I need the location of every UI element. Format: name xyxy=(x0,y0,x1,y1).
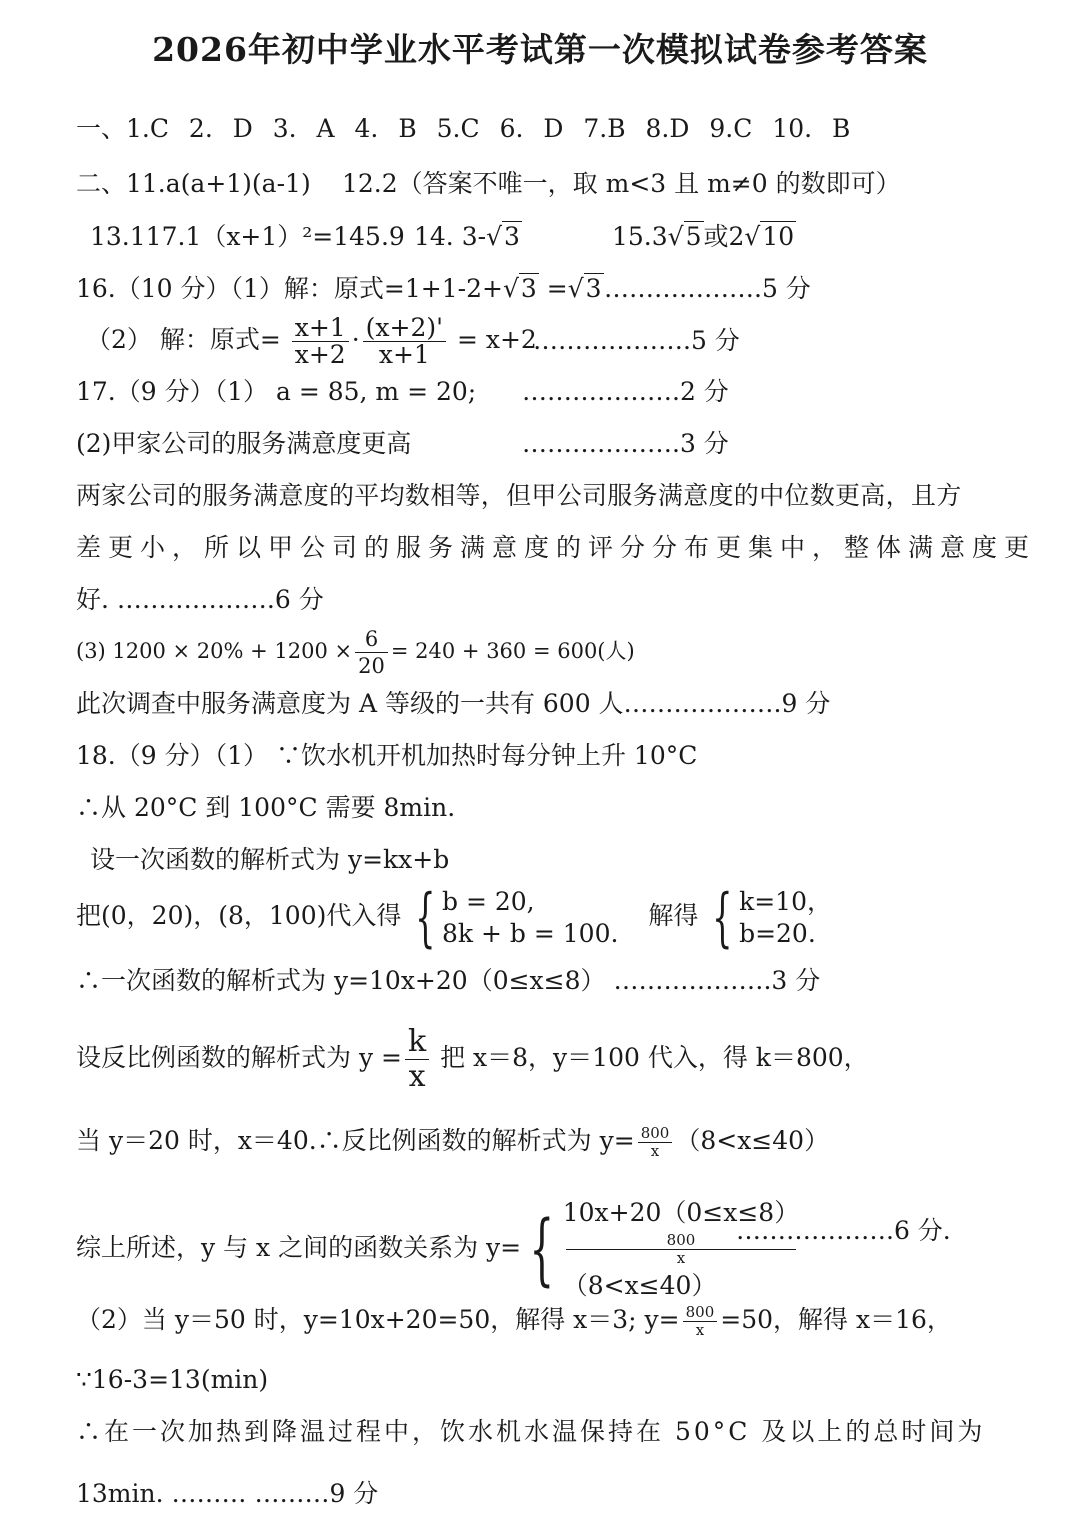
q13-answer: 13.117.1（x+1）²=145.9 xyxy=(90,222,405,251)
q16-score1: ……………….5 分 xyxy=(604,274,811,303)
q17-score2: ……………….3 分 xyxy=(522,429,729,458)
q18-score2: ……………….6 分. xyxy=(736,1216,951,1245)
page-title: 2026年初中学业水平考试第一次模拟试卷参考答案 xyxy=(152,30,928,69)
q16-part1: 16.（10 分）（1）解：原式=1+1-2+√3 =√3 xyxy=(76,274,602,303)
q18-step-time: ∵16-3=13(min) xyxy=(76,1365,269,1394)
q17-explanation-3: 好. ……………….6 分 xyxy=(76,585,324,614)
q18-part2: （2）当 y＝50 时，y=10x+20=50，解得 x＝3; y= $\frac{800}{x}$ =50，解得 x＝16， xyxy=(76,1303,952,1339)
q18-summary: 综上所述，y 与 x 之间的函数关系为 y= { 10x+20（0≤x≤8） 800 x （8<x≤40） xyxy=(76,1198,800,1300)
q18-linear-result: ∴一次函数的解析式为 y=10x+20（0≤x≤8） ……………….3 分 xyxy=(76,966,821,995)
q17-conclusion: 此次调查中服务满意度为 A 等级的一共有 600 人……………….9 分 xyxy=(76,689,831,718)
fraction-800-x-2: 800 x xyxy=(566,1232,796,1267)
q17-part2: (2)甲家公司的服务满意度更高 xyxy=(76,429,412,458)
q17-part1: 17.（9 分）（1） a = 85, m = 20; xyxy=(76,377,477,406)
fraction-1: $\frac{x+1}{x+2}$ xyxy=(292,315,349,368)
q16-score2: ……………….5 分 xyxy=(533,326,740,355)
q18-system: 把(0，20)，(8，100)代入得 { b = 20, 8k + b = 100. 解得 { k=10， b=20. xyxy=(76,880,832,955)
fraction-6-20: $\frac{6}{20}$ xyxy=(355,626,388,679)
q18-inverse-result: 当 y＝20 时，x＝40.∴反比例函数的解析式为 y= $\frac{800}{x}$ （8<x≤40） xyxy=(76,1124,830,1160)
q17-explanation-2: 差更小，所以甲公司的服务满意度的评分分布更集中，整体满意度更 xyxy=(76,533,1037,562)
q17-score1: ……………….2 分 xyxy=(522,377,729,406)
fraction-800-x-3: $\frac{800}{x}$ xyxy=(683,1304,718,1339)
q18-inverse-setup: 设反比例函数的解析式为 y = $\frac{k}{x}$ 把 x＝8，y＝100 代入，得 k＝800， xyxy=(76,1024,869,1094)
q12-answer: 12.2（答案不唯一，取 m<3 且 m≠0 的数即可） xyxy=(342,169,901,198)
q18-conclusion-1: ∴在一次加热到降温过程中，饮水机水温保持在 50°C 及以上的总时间为 xyxy=(76,1417,986,1446)
q14-answer: 14. 3-√3 xyxy=(414,222,520,251)
q18-part1: 18.（9 分）（1） ∵饮水机开机加热时每分钟上升 10°C xyxy=(76,741,698,770)
q17-explanation-1: 两家公司的服务满意度的平均数相等，但甲公司服务满意度的中位数更高，且方 xyxy=(76,481,962,510)
q18-step1: ∴从 20°C 到 100°C 需要 8min. xyxy=(76,793,456,822)
q18-conclusion-2: 13min. ……… ………9 分 xyxy=(76,1479,379,1508)
fraction-2: $\frac{(x+2)'}{x+1}$ xyxy=(363,315,446,368)
q11-answer: 二、11.a(a+1)(a-1) xyxy=(76,169,311,198)
q16-part2: （2） 解：原式= $\frac{x+1}{x+2}$ · $\frac{(x+2)'}{x+1}$ = x+2 xyxy=(86,313,537,369)
section1-answers: 一、1.C 2. D 3. A 4. B 5.C 6. D 7.B 8.D 9.C 10. B xyxy=(76,114,851,143)
q18-step2: 设一次函数的解析式为 y=kx+b xyxy=(90,845,450,874)
q15-answer: 15.3√5或2√10 xyxy=(612,222,795,251)
q17-part3: (3) 1200 × 20% + 1200 × $\frac{6}{20}$ = 240 + 360 = 600(人) xyxy=(76,627,635,678)
fraction-800-x-1: $\frac{800}{x}$ xyxy=(638,1125,673,1160)
fraction-k-x: $\frac{k}{x}$ xyxy=(405,1025,429,1094)
